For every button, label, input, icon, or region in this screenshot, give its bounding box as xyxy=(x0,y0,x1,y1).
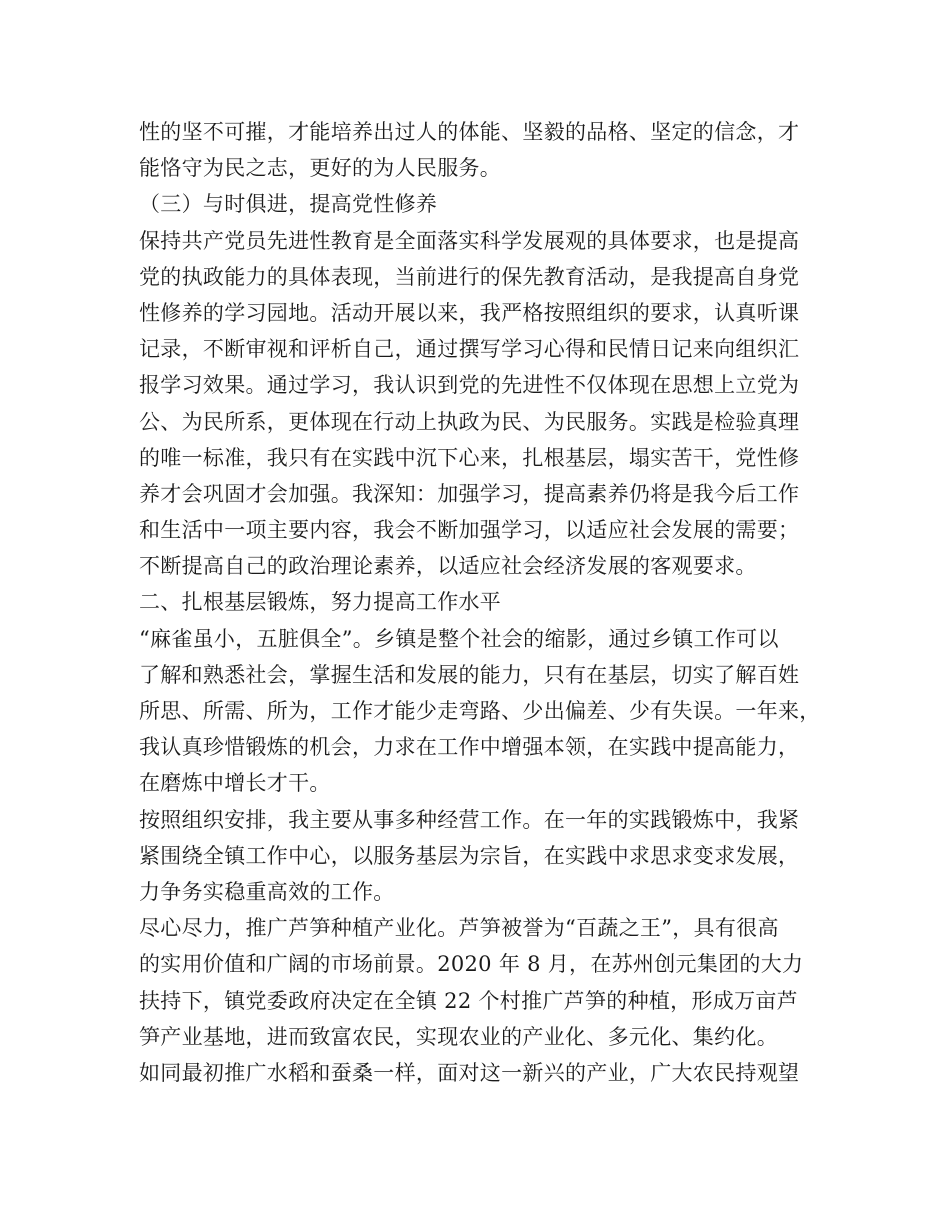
text-line: 所思、所需、所为，工作才能少走弯路、少出偏差、少有失误。一年来， xyxy=(139,699,821,723)
text-line: 我认真珍惜锻炼的机会，力求在工作中增强本领，在实践中提高能力， xyxy=(139,735,800,760)
text-line: 不断提高自己的政治理论素养，以适应社会经济发展的客观要求。 xyxy=(139,554,757,579)
text-line: 性修养的学习园地。活动开展以来，我严格按照组织的要求，认真听课 xyxy=(139,300,800,325)
text-line: 力争务实稳重高效的工作。 xyxy=(139,879,395,904)
text-line: 保持共产党员先进性教育是全面落实科学发展观的具体要求，也是提高 xyxy=(139,228,800,253)
text-line: 公、为民所系，更体现在行动上执政为民、为民服务。实践是检验真理 xyxy=(139,409,800,434)
text-line: 尽心尽力，推广芦笋种植产业化。芦笋被誉为“百蔬之王”，具有很高 xyxy=(139,916,779,941)
text-line: 按照组织安排，我主要从事多种经营工作。在一年的实践锻炼中，我紧 xyxy=(139,807,800,832)
text-line: 能恪守为民之志，更好的为人民服务。 xyxy=(139,156,502,181)
text-line: 报学习效果。通过学习，我认识到党的先进性不仅体现在思想上立党为 xyxy=(139,373,800,398)
text-line: 的实用价值和广阔的市场前景。2020 年 8 月，在苏州创元集团的大力 xyxy=(139,952,804,977)
document-body xyxy=(139,114,829,1091)
text-line: 扶持下，镇党委政府决定在全镇 22 个村推广芦笋的种植，形成万亩芦 xyxy=(139,988,798,1013)
text-line: 笋产业基地，进而致富农民，实现农业的产业化、多元化、集约化。 xyxy=(139,1024,778,1049)
text-line: “麻雀虽小，五脏俱全”。乡镇是整个社会的缩影，通过乡镇工作可以 xyxy=(139,626,779,651)
text-line: 的唯一标准，我只有在实践中沉下心来，扎根基层，塌实苦干，党性修 xyxy=(139,445,800,470)
text-line: 记录，不断审视和评析自己，通过撰写学习心得和民情日记来向组织汇 xyxy=(139,337,800,362)
text-line: 养才会巩固才会加强。我深知：加强学习，提高素养仍将是我今后工作 xyxy=(139,481,800,506)
text-line: 了解和熟悉社会，掌握生活和发展的能力，只有在基层，切实了解百姓 xyxy=(139,662,800,687)
text-line: 性的坚不可摧，才能培养出过人的体能、坚毅的品格、坚定的信念，才 xyxy=(139,120,800,144)
text-line: 在磨炼中增长才干。 xyxy=(139,771,331,796)
text-line: 和生活中一项主要内容，我会不断加强学习，以适应社会发展的需要； xyxy=(139,518,800,543)
text-line: 党的执政能力的具体表现，当前进行的保先教育活动，是我提高自身党 xyxy=(139,264,800,289)
text-line: 如同最初推广水稻和蚕桑一样，面对这一新兴的产业，广大农民持观望 xyxy=(139,1060,800,1085)
section-heading: （三）与时俱进，提高党性修养 xyxy=(139,192,438,217)
text-line: 紧围绕全镇工作中心，以服务基层为宗旨，在实践中求思求变求发展， xyxy=(139,843,800,868)
section-heading: 二、扎根基层锻炼，努力提高工作水平 xyxy=(139,590,502,615)
